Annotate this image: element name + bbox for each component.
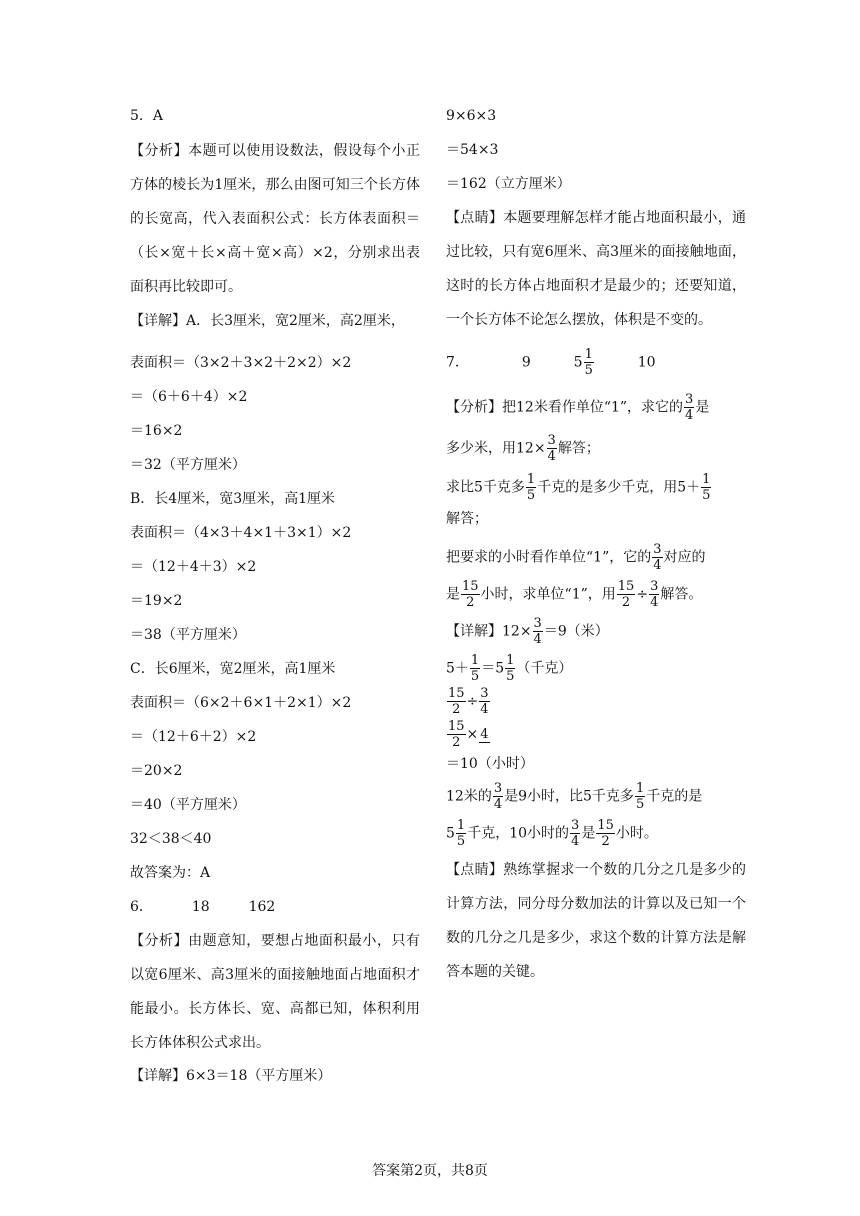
q5-b-result: ＝38（平方厘米） xyxy=(130,627,246,643)
left-column xyxy=(130,108,420,1085)
q5-a-result: ＝32（平方厘米） xyxy=(130,457,246,473)
q5-b-step2: ＝19×2 xyxy=(130,593,183,609)
q6-answer-2: 162 xyxy=(248,899,276,915)
q7-analysis-1: 【分析】把12米看作单位“1”，求它的 xyxy=(446,399,684,416)
fraction-3-4: $\frac{3}{4}$ xyxy=(547,433,556,464)
q7-answer-1: 9 xyxy=(521,354,531,371)
page-footer: 答案第2页，共8页 xyxy=(372,1163,488,1179)
q5-a-step1: ＝（6＋6＋4）×2 xyxy=(130,389,248,405)
q5-b: B．长4厘米，宽3厘米，高1厘米 xyxy=(130,491,336,507)
fraction-1-5: $\frac{1}{5}$ xyxy=(702,472,711,503)
q7-comment: 【点睛】熟练掌握求一个数的几分之几是多少的计算方法，同分母分数加法的计算以及已知一个数的几分之几是多少，求这个数的计算方法是解答本题的关键。 xyxy=(446,862,746,980)
q7-number: 7． xyxy=(446,354,469,371)
right-column: 9×6×3 ＝54×3 ＝162（立方厘米） 【点睛】本题要理解怎样才能占地面积最小，通过比较，只有宽6厘米、高3厘米的面接触地面，这时的长方体占地面积才是最少的；还要知道，一个长方体不论怎么摆放，体积是不变的。 7． 9 5 $\frac{1}{5}$ 10 【分析】把12米看作单位“1”，求它的 $\frac{3}{4}$ 是 多少米，用12× $\frac{3}{4}$ 解答； 求比5千克多 $\frac{1}{5}$ 千克的是多少千克，用5＋ $\frac{1}{5}$ 解答； 把要求的小时看作单位“1”，它的 $\frac{3}{4}$ 对应的 是 $\frac{15}{2}$ 小时，求单位“1”，用 $\frac{15}{2}$ ÷ $\frac{3}{4}$ 解答。 【详解】12× $\frac{3}{4}$ ＝9（米） 5＋ $\frac{1}{5}$ ＝5 $\frac{1}{5}$ （千克） $\frac{15}{2}$ ÷ $\frac{3}{4}$ $\frac{15}{2}$ × 4 ＝10（小时） 12米的 $\frac{3}{4}$ 是9小时，比5千克多 $\frac{1}{5}$ 千克的是 5 $\frac{1}{5}$ 千克，10小时的 $\frac{3}{4}$ 是 $\frac{15}{2}$ 小时。 【点睛】熟练掌握求一个数的几分之几是多少的计算方法，同分母分数加法的计算以及已知一个数的几分之几是多少，求这个数的计算方法是解答本题的关键。 xyxy=(446,108,746,989)
q6-analysis: 【分析】由题意知，要想占地面积最小，只有以宽6厘米、高3厘米的面接触地面占地面积才能最小。长方体长、宽、高都已知，体积利用长方体体积公式求出。 xyxy=(130,933,420,1051)
fraction-3-4: $\frac{3}{4}$ xyxy=(685,392,694,423)
q6-answer-1: 18 xyxy=(191,899,210,915)
fraction-1-5: $\frac{1}{5}$ xyxy=(526,472,536,503)
q7-answer-3: 10 xyxy=(637,354,656,371)
q6-detail: 【详解】6×3＝18（平方厘米） xyxy=(130,1068,332,1084)
q6-number: 6． xyxy=(130,899,153,915)
q5-c: C．长6厘米，宽2厘米，高1厘米 xyxy=(130,661,336,677)
q5-number: 5．A xyxy=(130,108,164,124)
q5-c-area: 表面积＝（6×2＋6×1＋2×1）×2 xyxy=(130,695,352,711)
q5-detail-a: 【详解】A．长3厘米，宽2厘米，高2厘米， xyxy=(130,313,405,329)
q5-a-step2: ＝16×2 xyxy=(130,423,183,439)
q5-c-step1: ＝（12＋6＋2）×2 xyxy=(130,729,257,745)
q5-compare: 32＜38＜40 xyxy=(130,831,212,847)
q6-comment: 【点睛】本题要理解怎样才能占地面积最小，通过比较，只有宽6厘米、高3厘米的面接触地面，这时的长方体占地面积才是最少的；还要知道，一个长方体不论怎么摆放，体积是不变的。 xyxy=(446,210,746,328)
q5-analysis: 【分析】本题可以使用设数法，假设每个小正方体的棱长为1厘米，那么由图可知三个长方体的长宽高，代入表面积公式：长方体表面积＝（长×宽＋长×高＋宽×高）×2，分别求出表面积再比较即可。 xyxy=(130,143,420,295)
q7-answer-2: 5 $\frac{1}{5}$ xyxy=(573,347,593,378)
q6-volume-step: ＝54×3 xyxy=(446,142,499,158)
q5-answer: 故答案为：A xyxy=(130,865,211,881)
q5-c-step2: ＝20×2 xyxy=(130,763,183,779)
q6-volume: 9×6×3 xyxy=(446,108,497,124)
q5-b-area: 表面积＝（4×3＋4×1＋3×1）×2 xyxy=(130,525,352,541)
q5-a-area: 表面积＝（3×2＋3×2＋2×2）×2 xyxy=(130,355,352,371)
q5-c-result: ＝40（平方厘米） xyxy=(130,797,246,813)
q5-b-step1: ＝（12＋4＋3）×2 xyxy=(130,559,257,575)
q6-volume-result: ＝162（立方厘米） xyxy=(446,176,571,192)
